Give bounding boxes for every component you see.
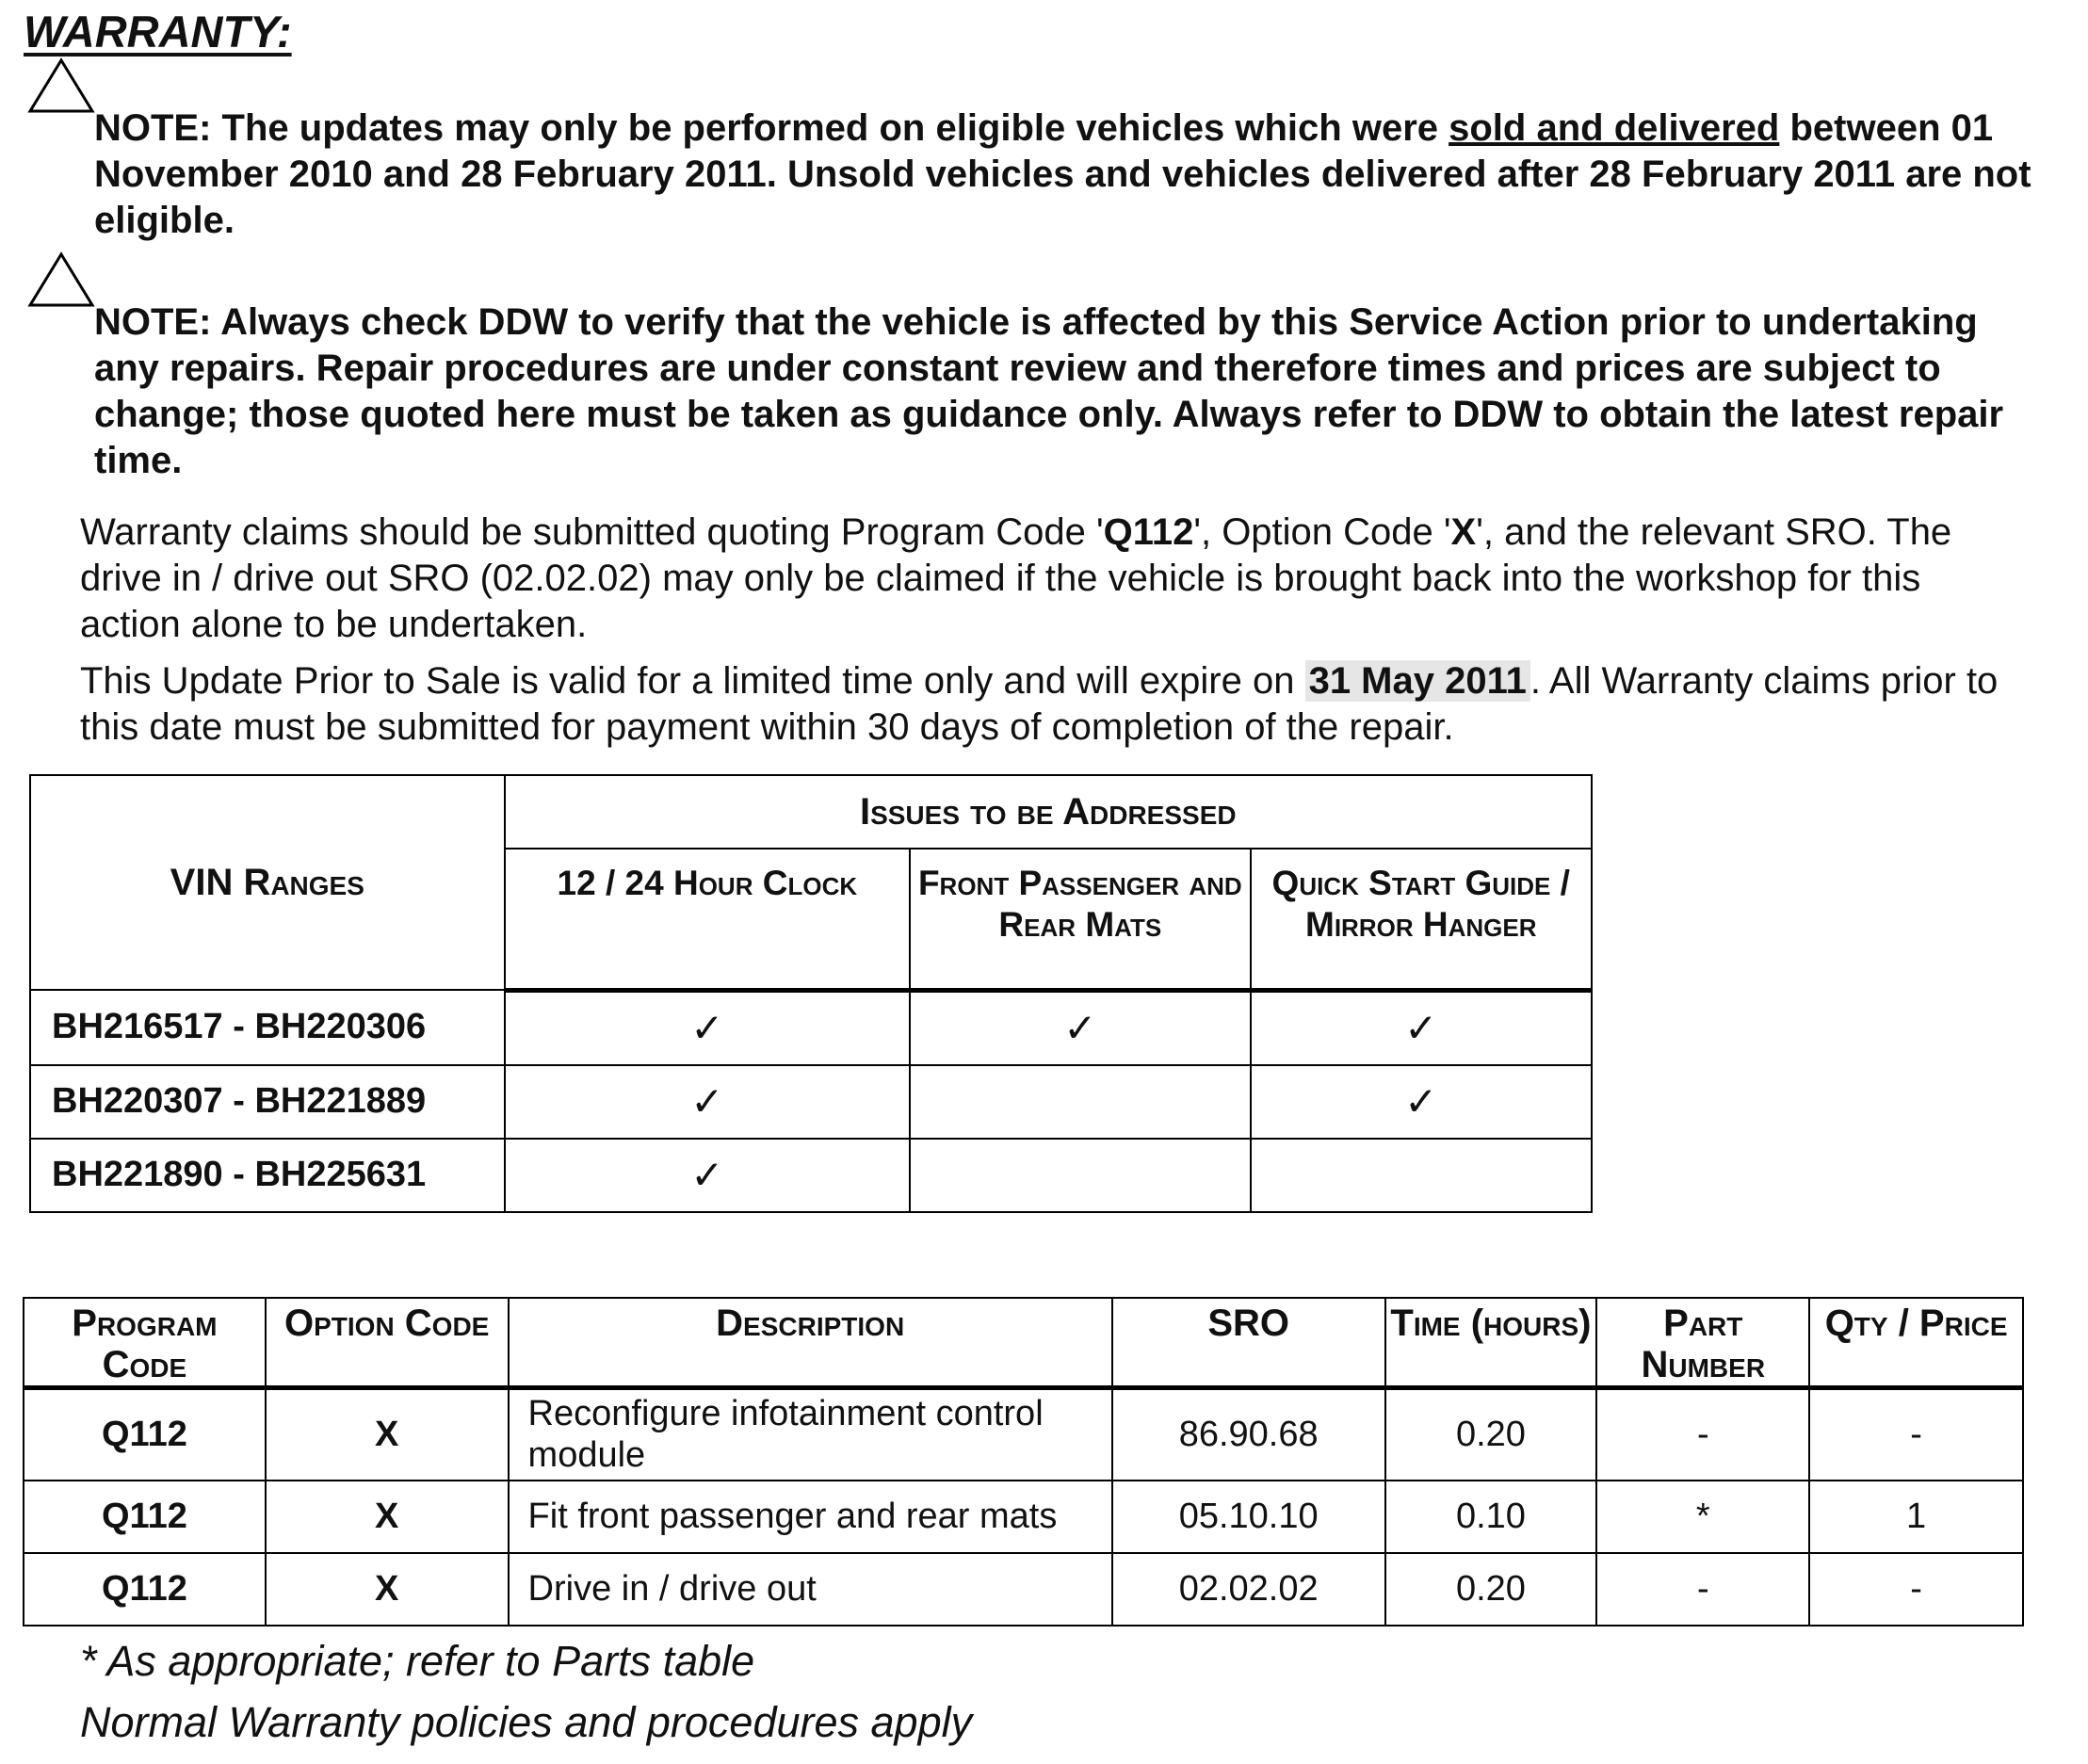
check-mark: ✓ [910,990,1250,1065]
vin-ranges-header: VIN Ranges [30,775,505,990]
vin-range: BH221890 - BH225631 [30,1139,505,1212]
check-mark: ✓ [505,990,911,1065]
para2-text-1: This Update Prior to Sale is valid for a limited time only and will expire on [80,660,1305,702]
option-cell: X [266,1553,509,1626]
program-cell: Q112 [24,1388,266,1481]
sro-cell: 02.02.02 [1112,1553,1385,1626]
check-mark [910,1139,1250,1212]
col-description: Description [509,1298,1112,1388]
option-code: X [1450,511,1477,553]
time-cell: 0.20 [1385,1388,1597,1481]
para2-text-2: . All Warranty claims prior to this date must be submitted for payment within 30 days of completion of the repair. [80,660,1999,748]
check-mark: ✓ [1251,990,1592,1065]
description-cell: Fit front passenger and rear mats [509,1481,1112,1553]
footnote-parts: * As appropriate; refer to Parts table [80,1637,755,1685]
footnote-policies: Normal Warranty policies and procedures apply [80,1698,973,1746]
note-1-suffix: between 01 November 2010 and 28 February 2011. Unsold vehicles and vehicles delivered after 28 February 2011 are not eligible. [94,107,2031,241]
part-cell: * [1596,1481,1809,1553]
table-row [30,990,1592,1065]
option-cell: X [266,1481,509,1553]
warning-triangle-icon [26,57,96,115]
option-cell: X [266,1388,509,1481]
table-row [30,1065,1592,1139]
qty-cell: - [1809,1553,2023,1626]
note-check-ddw [94,299,2034,484]
col-option-code: Option Code [266,1298,509,1388]
note-eligibility [94,105,2034,244]
time-cell: 0.10 [1385,1481,1597,1553]
note-1-prefix: NOTE: The updates may only be performed on eligible vehicles which were [94,107,1449,149]
part-cell: - [1596,1388,1809,1481]
sro-cell: 05.10.10 [1112,1481,1385,1553]
note-2-text: NOTE: Always check DDW to verify that the vehicle is affected by this Service Action prior to undertaking any repairs. Repair procedures are under constant review and therefore times and prices are subject to change; those quoted here must be taken as guidance only. Always refer to DDW to obtain the latest repair time. [94,301,2004,481]
col-qty-price: Qty / Price [1809,1298,2023,1388]
program-code: Q112 [1103,511,1194,553]
issues-group-header: Issues to be Addressed [505,775,1592,849]
sro-cell: 86.90.68 [1112,1388,1385,1481]
time-cell: 0.20 [1385,1553,1597,1626]
check-mark: ✓ [505,1139,911,1212]
warranty-claims-paragraph [80,510,2020,648]
col-clock-header: 12 / 24 Hour Clock [505,849,911,990]
table-row [24,1481,2023,1553]
qty-cell: - [1809,1388,2023,1481]
check-mark: ✓ [1251,1065,1592,1139]
vin-range: BH216517 - BH220306 [30,990,505,1065]
expiry-paragraph [80,658,2020,751]
vin-range: BH220307 - BH221889 [30,1065,505,1139]
qty-cell: 1 [1809,1481,2023,1553]
col-sro: SRO [1112,1298,1385,1388]
part-cell: - [1596,1553,1809,1626]
col-part-number: Part Number [1596,1298,1809,1388]
program-cell: Q112 [24,1553,266,1626]
issues-table [29,774,1593,1213]
check-mark: ✓ [505,1065,911,1139]
claims-table [23,1297,2024,1626]
check-mark [1251,1139,1592,1212]
program-cell: Q112 [24,1481,266,1553]
para1-text-1: Warranty claims should be submitted quoting Program Code ' [80,511,1104,553]
table-row [24,1388,2023,1481]
table-row [24,1553,2023,1626]
warranty-heading: WARRANTY: [24,7,292,57]
col-mats-header: Front Passenger and Rear Mats [910,849,1250,990]
para1-text-2: ', Option Code ' [1193,511,1451,553]
col-guide-header: Quick Start Guide / Mirror Hanger [1251,849,1592,990]
para1-text-3: ', and the relevant SRO. The drive in / drive out SRO (02.02.02) may only be claimed if the vehicle is brought back into the workshop for this action alone to be undertaken. [80,511,1952,645]
note-1-underlined: sold and delivered [1449,107,1780,149]
table-row [30,1139,1592,1212]
expiry-date: 31 May 2011 [1305,660,1530,702]
check-mark [910,1065,1250,1139]
description-cell: Drive in / drive out [509,1553,1112,1626]
description-cell: Reconfigure infotainment control module [509,1388,1112,1481]
col-time: Time (hours) [1385,1298,1597,1388]
warning-triangle-icon [26,251,96,309]
col-program-code: Program Code [24,1298,266,1388]
